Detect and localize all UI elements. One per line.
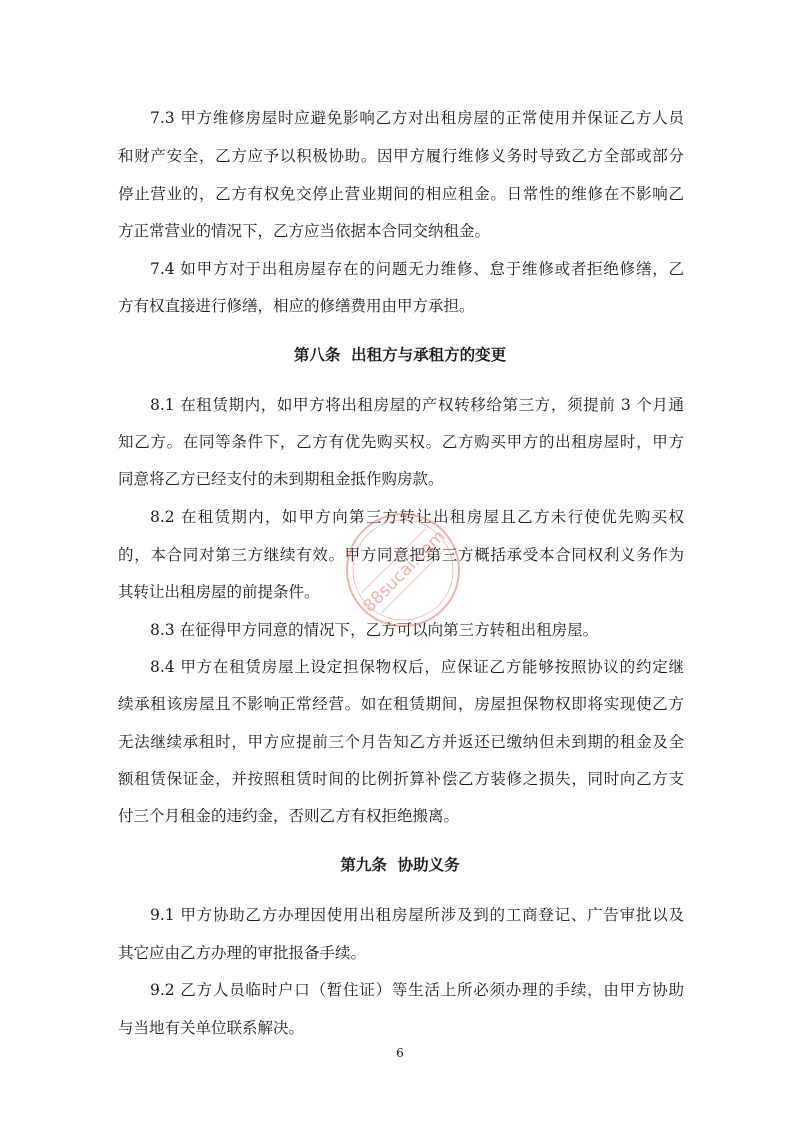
clause-8-4-line-5: 付三个月租金的违约金，否则乙方有权拒绝搬离。 bbox=[118, 807, 460, 825]
clause-8-4-line-2: 续承租该房屋且不影响正常经营。如在租赁期间，房屋担保物权即将实现使乙方 bbox=[118, 695, 684, 713]
page-number: 6 bbox=[396, 1046, 404, 1060]
clause-7-3-line-3: 停止营业的，乙方有权免交停止营业期间的相应租金。日常性的维修在不影响乙 bbox=[118, 185, 684, 203]
clause-7-3-line-1: 7.3 甲方维修房屋时应避免影响乙方对出租房屋的正常使用并保证乙方人员 bbox=[150, 109, 684, 127]
clause-8-4-line-4: 额租赁保证金，并按照租赁时间的比例折算补偿乙方装修之损失，同时向乙方支 bbox=[118, 770, 684, 788]
clause-8-1-line-3: 同意将乙方已经支付的未到期租金抵作购房款。 bbox=[118, 470, 444, 488]
clause-9-2-line-1: 9.2 乙方人员临时户口（暂住证）等生活上所必须办理的手续，由甲方协助 bbox=[150, 981, 684, 999]
clause-9-1-line-2: 其它应由乙方办理的审批报备手续。 bbox=[118, 944, 367, 962]
clause-9-1-line-1: 9.1 甲方协助乙方办理因使用出租房屋所涉及到的工商登记、广告审批以及 bbox=[150, 906, 684, 924]
article-8-heading: 第八条 出租方与承租方的变更 bbox=[293, 346, 507, 364]
clause-8-3-line-1: 8.3 在征得甲方同意的情况下，乙方可以向第三方转租出租房屋。 bbox=[150, 621, 599, 639]
clause-7-3-line-2: 和财产安全，乙方应予以积极协助。因甲方履行维修义务时导致乙方全部或部分 bbox=[118, 147, 684, 165]
clause-8-1-line-2: 知乙方。在同等条件下，乙方有优先购买权。乙方购买甲方的出租房屋时，甲方 bbox=[118, 433, 684, 451]
clause-8-2-line-2: 的，本合同对第三方继续有效。甲方同意把第三方概括承受本合同权利义务作为 bbox=[118, 546, 684, 564]
clause-9-2-line-2: 与当地有关单位联系解决。 bbox=[118, 1019, 305, 1037]
clause-8-4-line-3: 无法继续承租时，甲方应提前三个月告知乙方并返还已缴纳但未到期的租金及全 bbox=[118, 733, 684, 751]
clause-7-4-line-2: 方有权直接进行修缮，相应的修缮费用由甲方承担。 bbox=[118, 297, 475, 315]
clause-8-4-line-1: 8.4 甲方在租赁房屋上设定担保物权后，应保证乙方能够按照协议的约定继 bbox=[150, 658, 684, 676]
watermark-stamp bbox=[338, 505, 468, 635]
clause-8-2-line-1: 8.2 在租赁期内，如甲方向第三方转让出租房屋且乙方未行使优先购买权 bbox=[150, 508, 684, 526]
clause-7-4-line-1: 7.4 如甲方对于出租房屋存在的问题无力维修、怠于维修或者拒绝修缮，乙 bbox=[150, 260, 684, 278]
article-9-heading: 第九条 协助义务 bbox=[340, 856, 460, 874]
clause-8-2-line-3: 其转让出租房屋的前提条件。 bbox=[118, 583, 320, 601]
clause-7-3-line-4: 方正常营业的情况下，乙方应当依据本合同交纳租金。 bbox=[118, 222, 491, 240]
watermark-text: 88sucai.com bbox=[359, 526, 450, 617]
clause-8-1-line-1: 8.1 在租赁期内，如甲方将出租房屋的产权转移给第三方，须提前 3 个月通 bbox=[150, 396, 684, 414]
